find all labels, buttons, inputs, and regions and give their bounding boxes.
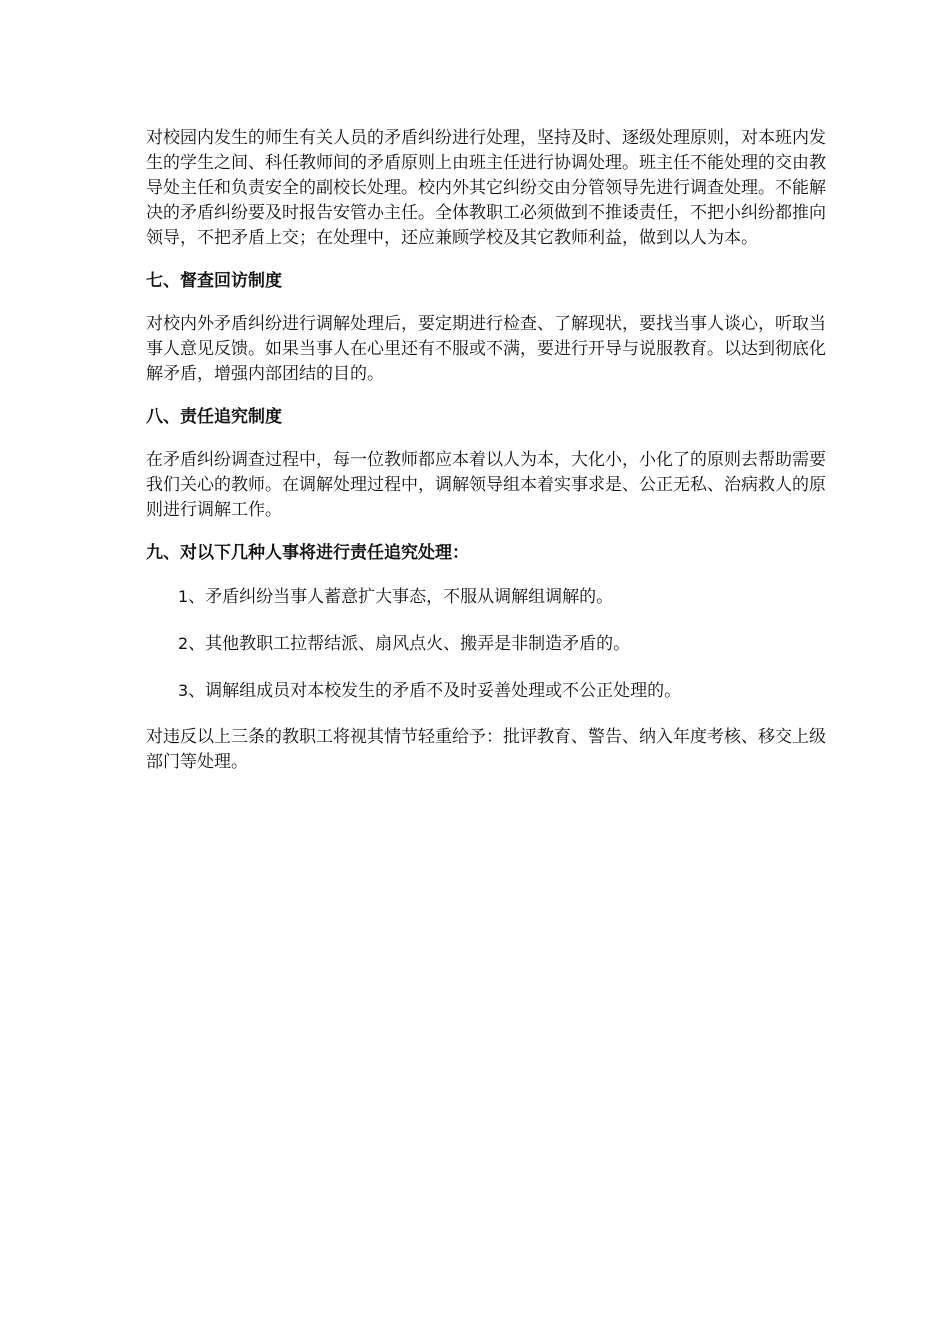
heading-section-7: 七、督查回访制度 xyxy=(146,271,282,291)
heading-section-9: 九、对以下几种人事将进行责任追究处理： xyxy=(146,543,469,563)
list-item-number: 1 xyxy=(178,587,189,606)
paragraph-follow-up: 对校内外矛盾纠纷进行调解处理后，要定期进行检查、了解现状，要找当事人谈心，听取当事人意见反馈。如果当事人在心里还有不服或不满，要进行开导与说服教育。以达到彻底化解矛盾，增强内部团结的目的。 xyxy=(146,314,826,384)
paragraph-mediation-process: 对校园内发生的师生有关人员的矛盾纠纷进行处理，坚持及时、逐级处理原则，对本班内发生的学生之间、科任教师间的矛盾原则上由班主任进行协调处理。班主任不能处理的交由教导处主任和负责安全的副校长处理。校内外其它纠纷交由分管领导先进行调查处理。不能解决的矛盾纠纷要及时报告安管办主任。全体教职工必须做到不推诿责任，不把小纠纷都推向领导，不把矛盾上交；在处理中，还应兼顾学校及其它教师利益，做到以人为本。 xyxy=(146,128,826,248)
paragraph-accountability: 在矛盾纠纷调查过程中，每一位教师都应本着以人为本，大化小，小化了的原则去帮助需要我们关心的教师。在调解处理过程中，调解领导组本着实事求是、公正无私、治病救人的原则进行调解工作。 xyxy=(146,450,826,520)
paragraph-penalties: 对违反以上三条的教职工将视其情节轻重给予：批评教育、警告、纳入年度考核、移交上级部门等处理。 xyxy=(146,727,826,772)
list-item-text: 、调解组成员对本校发生的矛盾不及时妥善处理或不公正处理的。 xyxy=(188,681,682,701)
list-item-2 xyxy=(146,631,826,657)
document-page xyxy=(146,126,826,775)
list-item-text: 、其他教职工拉帮结派、扇风点火、搬弄是非制造矛盾的。 xyxy=(188,634,631,654)
heading-section-8: 八、责任追究制度 xyxy=(146,407,282,427)
list-item-3 xyxy=(146,678,826,704)
list-item-1 xyxy=(146,584,826,610)
list-item-number: 3 xyxy=(178,681,189,700)
list-item-text: 、矛盾纠纷当事人蓄意扩大事态，不服从调解组调解的。 xyxy=(188,587,614,607)
list-item-number: 2 xyxy=(178,634,189,653)
